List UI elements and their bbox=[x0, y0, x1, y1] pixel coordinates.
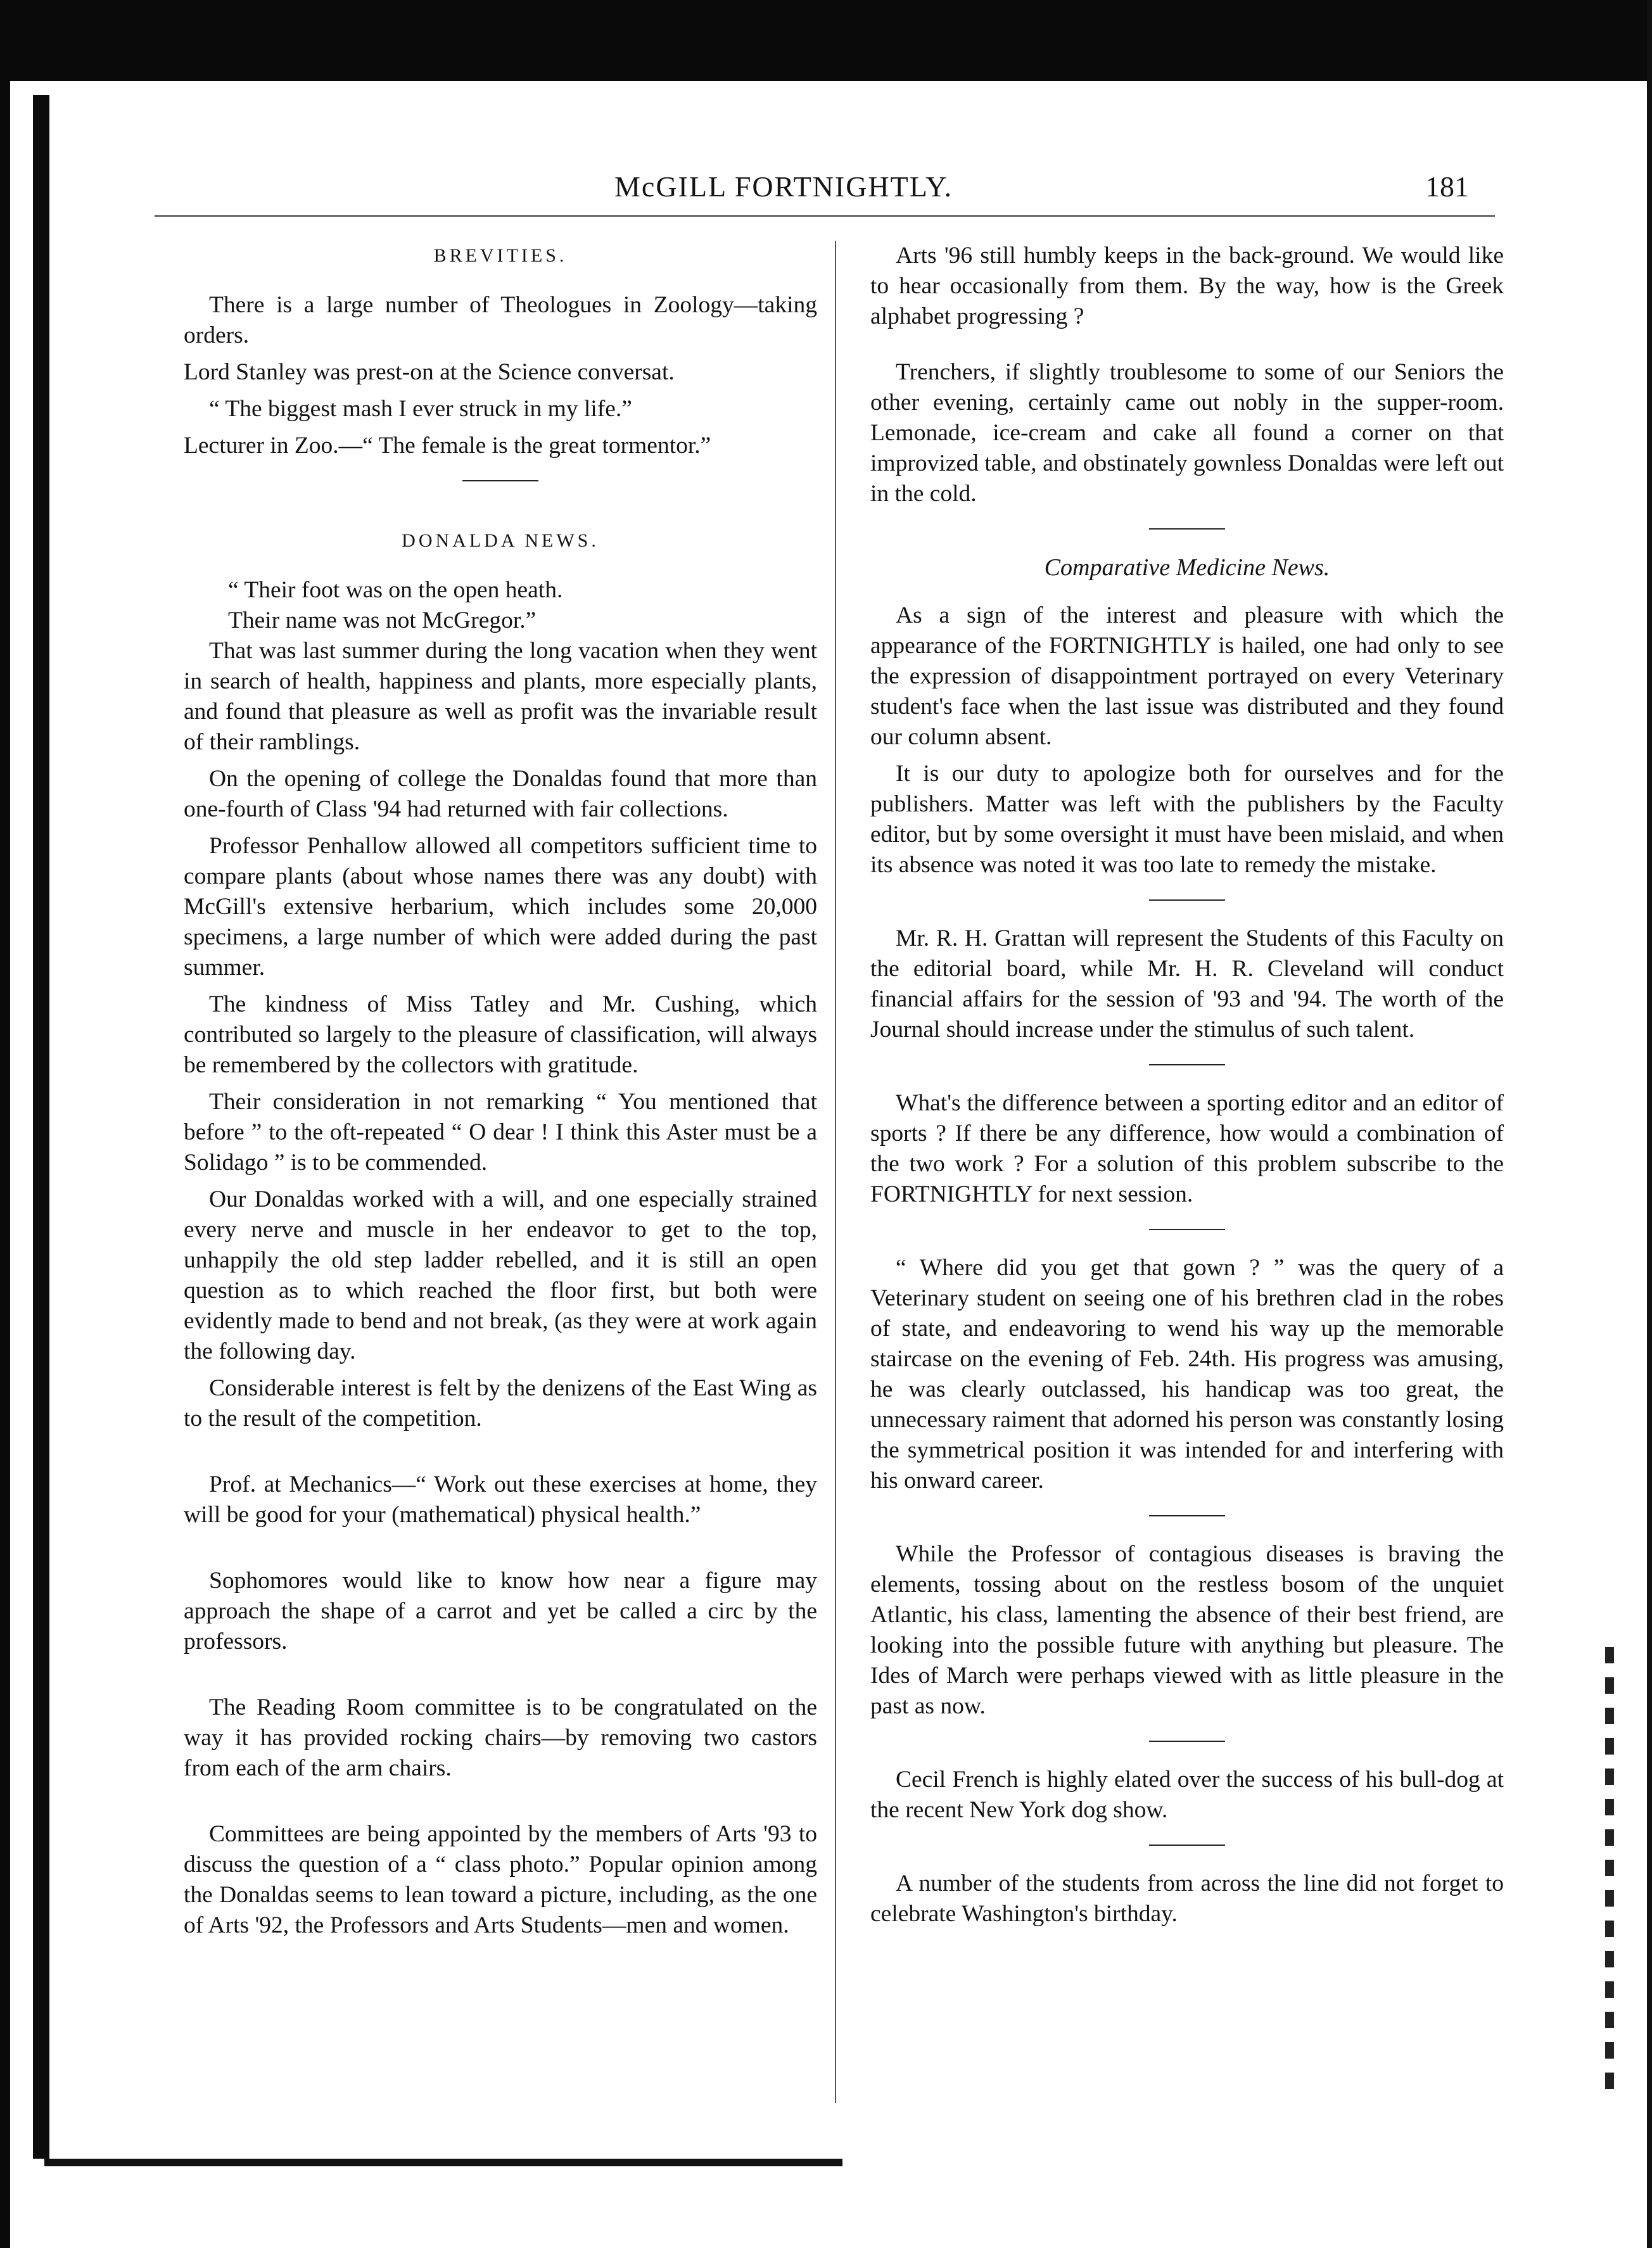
comparative-heading: Comparative Medicine News. bbox=[1044, 554, 1330, 581]
news-item: Prof. at Mechanics—“ Work out these exercises at home, they will be good for your (mathematical) physical health.” bbox=[184, 1471, 817, 1528]
news-item: Cecil French is highly elated over the success of his bull-dog at the recent New York dog show. bbox=[870, 1767, 1504, 1823]
news-item: Trenchers, if slightly troublesome to some of our Seniors the other evening, certainly came out nobly in the supper-room. Lemonade, ice-cream and cake all found a corner on that improvized table, and obstinately gownless Donaldas were left out in the cold. bbox=[870, 359, 1504, 507]
section-separator bbox=[1149, 528, 1225, 530]
donalda-heading: DONALDA NEWS. bbox=[402, 530, 599, 551]
news-item: Committees are being appointed by the members of Arts '93 to discuss the question of a “ class photo.” Popular opinion among the Donaldas seems to lean toward a picture, including, as the one of Arts '92, the Professors and Arts Students—men and women. bbox=[184, 1821, 817, 1938]
section-separator bbox=[1149, 1515, 1225, 1516]
brevity-item: Lord Stanley was prest-on at the Science conversat. bbox=[184, 359, 675, 385]
column-divider bbox=[835, 241, 836, 2103]
brevity-item: “ The biggest mash I ever struck in my life.” bbox=[209, 396, 632, 422]
news-item: While the Professor of contagious diseases is braving the elements, tossing about on the restless bosom of the unquiet Atlantic, his class, lamenting the absence of their best friend, are looking into the possible future with anything but pleasure. The Ides of March were perhaps viewed with as little pleasure in the past as now. bbox=[870, 1541, 1504, 1719]
brevity-item: Lecturer in Zoo.—“ The female is the great tormentor.” bbox=[184, 433, 711, 459]
verse-line: “ Their foot was on the open heath. bbox=[228, 577, 563, 603]
page-number: 181 bbox=[1425, 170, 1469, 203]
donalda-paragraph: On the opening of college the Donaldas found that more than one-fourth of Class '94 had returned with fair collections. bbox=[184, 766, 817, 822]
donalda-paragraph: Their consideration in not remarking “ You mentioned that before ” to the oft-repeated “ O dear ! I think this Aster must be a Solidago ” is to be commended. bbox=[184, 1089, 817, 1176]
section-separator bbox=[1149, 1845, 1225, 1846]
scan-bottom-rule bbox=[44, 2159, 842, 2166]
brevity-item: There is a large number of Theologues in Zoology—taking orders. bbox=[184, 292, 817, 348]
news-item: Arts '96 still humbly keeps in the back-ground. We would like to hear occasionally from them. By the way, how is the Greek alphabet progressing ? bbox=[870, 243, 1504, 329]
news-item: “ Where did you get that gown ? ” was the query of a Veterinary student on seeing one of his brethren clad in the robes of state, and endeavoring to wend his way up the memorable staircase on the evening of Feb. 24th. His progress was amusing, he was clearly outclassed, his handicap was too great, the unnecessary raiment that adorned his person was constantly losing the symmetrical position it was intended for and interfering with his onward career. bbox=[870, 1255, 1504, 1494]
scan-edge-marks bbox=[1605, 1647, 1614, 2090]
running-head: McGILL FORTNIGHTLY. bbox=[614, 170, 953, 203]
verse-line: Their name was not McGregor.” bbox=[228, 607, 537, 633]
left-column bbox=[184, 241, 817, 1947]
verse-quote bbox=[184, 575, 817, 636]
news-item: A number of the students from across the line did not forget to celebrate Washington's birthday. bbox=[870, 1870, 1504, 1927]
header-rule bbox=[155, 215, 1495, 217]
news-item: Sophomores would like to know how near a figure may approach the shape of a carrot and yet be called a circ by the professors. bbox=[184, 1568, 817, 1654]
scan-right-border bbox=[1647, 0, 1652, 2248]
donalda-paragraph: Our Donaldas worked with a will, and one especially strained every nerve and muscle in her endeavor to get to the top, unhappily the old step ladder rebelled, and it is still an open question as to which reached the floor first, but both were evidently made to bend and not break, (as they were at work again the following day. bbox=[184, 1186, 817, 1364]
donalda-paragraph: The kindness of Miss Tatley and Mr. Cushing, which contributed so largely to the pleasure of classification, will always be remembered by the collectors with gratitude. bbox=[184, 991, 817, 1078]
section-separator bbox=[462, 480, 538, 481]
scan-top-border bbox=[0, 0, 1652, 81]
section-separator bbox=[1149, 1741, 1225, 1742]
brevities-heading: BREVITIES. bbox=[433, 245, 568, 266]
section-separator bbox=[1149, 1229, 1225, 1230]
donalda-paragraph: Professor Penhallow allowed all competitors sufficient time to compare plants (about whose names there was any doubt) with McGill's extensive herbarium, which includes some 20,000 specimens, a large number of which were added during the past summer. bbox=[184, 833, 817, 981]
comparative-paragraph: As a sign of the interest and pleasure with which the appearance of the FORTNIGHTLY is hailed, one had only to see the expression of disappointment portrayed on every Veterinary student's face when the last issue was distributed and they found our column absent. bbox=[870, 602, 1504, 750]
binding-shadow bbox=[33, 95, 49, 2159]
scan-left-border bbox=[0, 0, 10, 2248]
news-item: What's the difference between a sporting editor and an editor of sports ? If there be any difference, how would a combination of the two work ? For a solution of this problem subscribe to the FORTNIGHTLY for next session. bbox=[870, 1090, 1504, 1207]
news-item: Mr. R. H. Grattan will represent the Students of this Faculty on the editorial board, while Mr. H. R. Cleveland will conduct financial affairs for the session of '93 and '94. The worth of the Journal should increase under the stimulus of such talent. bbox=[870, 925, 1504, 1043]
right-column bbox=[870, 241, 1504, 1936]
donalda-paragraph: That was last summer during the long vacation when they went in search of health, happiness and plants, more especially plants, and found that pleasure as well as profit was the invariable result of their ramblings. bbox=[184, 638, 817, 755]
news-item: The Reading Room committee is to be congratulated on the way it has provided rocking chairs—by removing two castors from each of the arm chairs. bbox=[184, 1694, 817, 1781]
section-separator bbox=[1149, 899, 1225, 901]
section-separator bbox=[1149, 1064, 1225, 1065]
donalda-paragraph: Considerable interest is felt by the denizens of the East Wing as to the result of the competition. bbox=[184, 1375, 817, 1432]
comparative-paragraph: It is our duty to apologize both for ourselves and for the publishers. Matter was left with the publishers by the Faculty editor, but by some oversight it must have been mislaid, and when its absence was noted it was too late to remedy the mistake. bbox=[870, 761, 1504, 878]
